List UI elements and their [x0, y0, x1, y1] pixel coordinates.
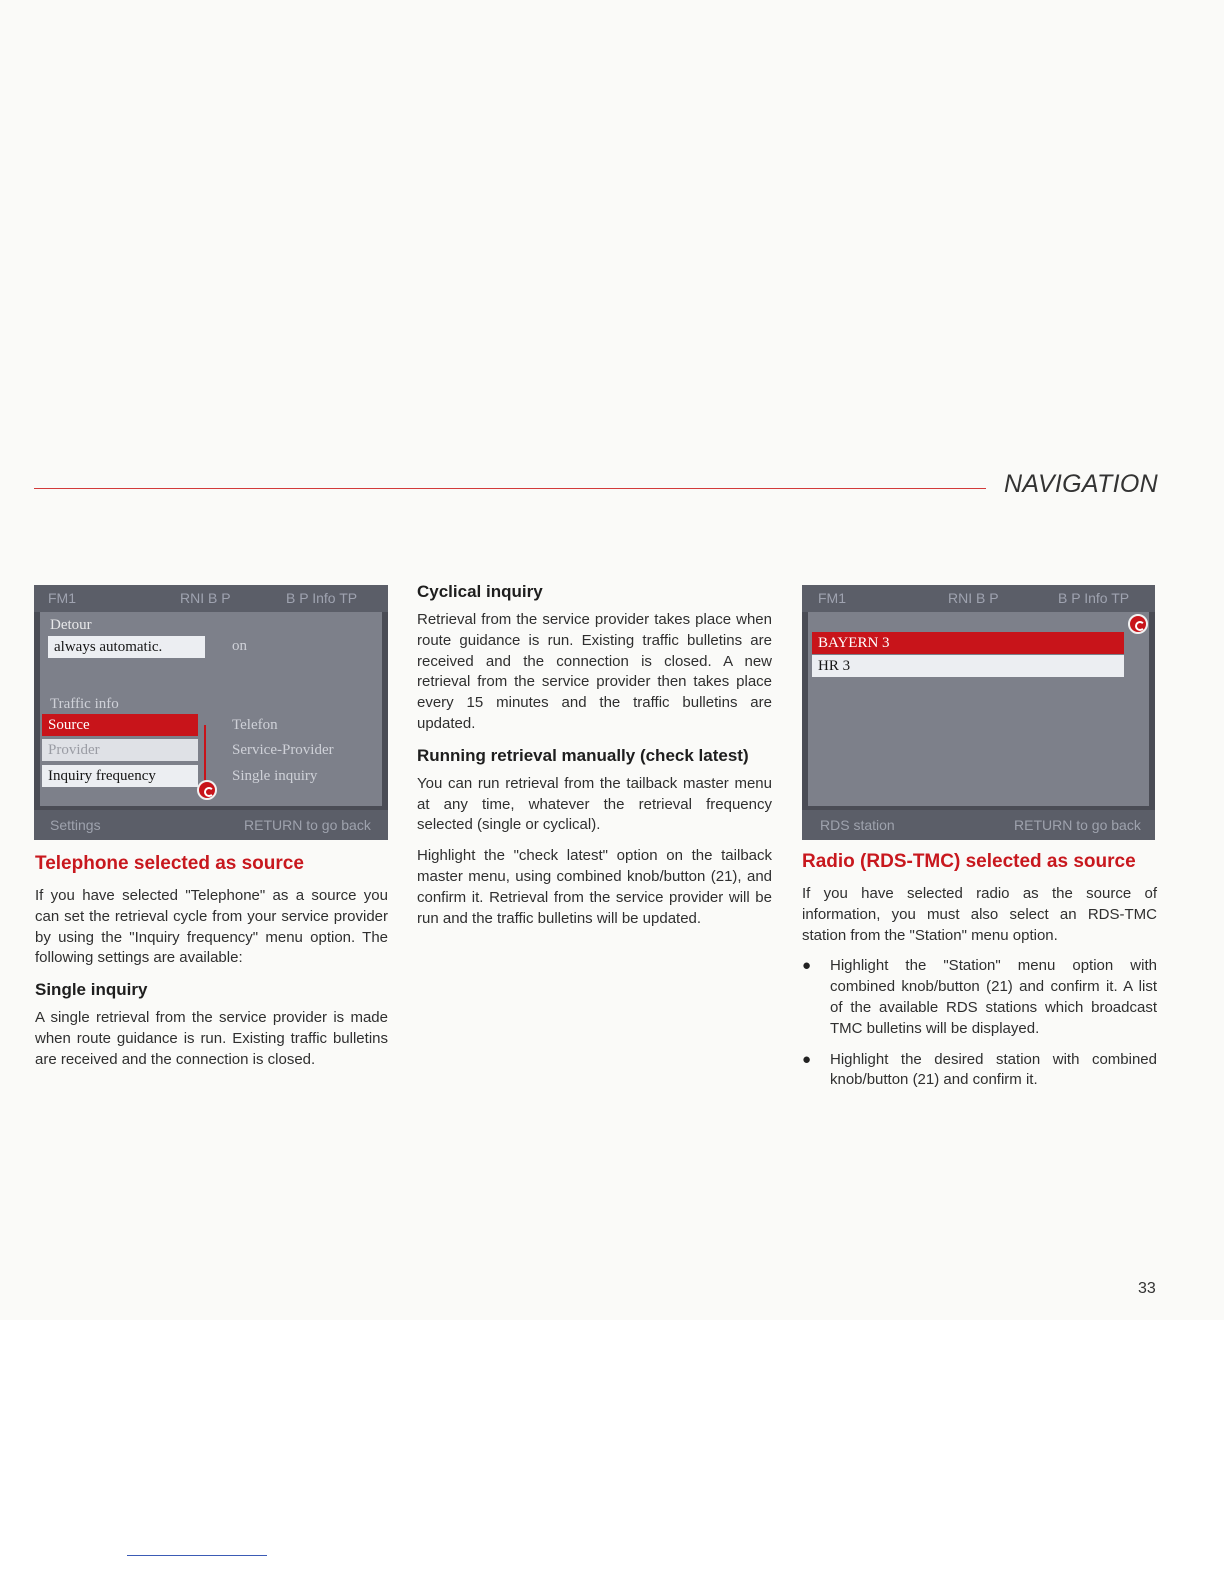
section-title: NAVIGATION — [1004, 470, 1158, 498]
detour-label: Detour — [50, 617, 92, 633]
subheading-manual-retrieval: Running retrieval manually (check latest) — [417, 745, 749, 765]
page-margin — [0, 1320, 1224, 1584]
screen-main-area — [40, 612, 382, 806]
traffic-info-label: Traffic info — [50, 696, 119, 712]
station-list-item[interactable]: BAYERN 3 — [812, 632, 1124, 654]
menu-item-source[interactable]: Source — [42, 714, 198, 736]
rds-indicator: RNI B P — [180, 590, 231, 606]
subheading-single-inquiry: Single inquiry — [35, 980, 148, 1000]
screen-status-bar — [802, 585, 1155, 612]
heading-telephone-source: Telephone selected as source — [35, 853, 304, 874]
softkey-settings[interactable]: Settings — [50, 817, 101, 833]
column-radio-source — [802, 849, 1157, 1101]
paragraph: Highlight the "check latest" option on the tailback master menu, using combined knob/button (21), and confirm it. Retrieval from the service provider will be run and the traffic bulletins will be updated. — [417, 847, 772, 927]
bullet-icon: ● — [802, 1050, 812, 1068]
menu-item-provider[interactable]: Provider — [42, 739, 198, 761]
detour-mode-option[interactable]: always automatic. — [48, 636, 205, 658]
menu-item-inquiry-frequency[interactable]: Inquiry frequency — [42, 765, 198, 787]
paragraph: Retrieval from the service provider takes place when route guidance is run. Existing traffic bulletins are received and the connection is closed. A new retrieval from the service provider then takes place every 15 minutes and the traffic bulletins are updated. — [417, 611, 772, 732]
rotary-knob-icon — [1128, 614, 1148, 634]
paragraph: If you have selected "Telephone" as a source you can set the retrieval cycle from your service provider by using the "Inquiry frequency" menu option. The following settings are available: — [35, 887, 388, 967]
rotary-knob-icon — [197, 780, 217, 800]
screen-main-area — [808, 612, 1149, 806]
header-rule — [34, 488, 986, 489]
source-value: Telefon — [232, 717, 278, 733]
traffic-indicator: B P Info TP — [286, 590, 358, 606]
subheading-cyclical-inquiry: Cyclical inquiry — [417, 582, 543, 601]
softkey-return[interactable]: RETURN to go back — [1014, 817, 1141, 833]
paragraph: You can run retrieval from the tailback master menu at any time, whatever the retrieval frequency selected (single or cyclical). — [417, 774, 772, 834]
rds-indicator: RNI B P — [948, 590, 999, 606]
screen-status-bar — [34, 585, 388, 612]
page-number: 33 — [1138, 1280, 1156, 1297]
hyperlink-underline[interactable] — [127, 1555, 267, 1556]
screen-softkey-bar — [34, 810, 388, 840]
screen-softkey-bar — [802, 810, 1155, 840]
bullet-item — [802, 1050, 1157, 1092]
softkey-rds-station[interactable]: RDS station — [820, 817, 895, 833]
bullet-icon: ● — [802, 957, 812, 975]
heading-radio-source: Radio (RDS-TMC) selected as source — [802, 851, 1136, 872]
inquiry-frequency-value: Single inquiry — [232, 768, 318, 784]
bullet-item — [802, 956, 1157, 1039]
column-telephone-source — [35, 851, 388, 1081]
navigation-screen-radio — [802, 585, 1155, 840]
provider-value: Service-Provider — [232, 742, 334, 758]
paragraph: If you have selected radio as the source of information, you must also select an RDS-TMC station from the "Station" menu option. — [802, 885, 1157, 944]
radio-band-indicator: FM1 — [818, 590, 846, 606]
traffic-indicator: B P Info TP — [1058, 590, 1130, 606]
bullet-text: Highlight the "Station" menu option with combined knob/button (21) and confirm it. A list of the available RDS stations which broadcast TMC bulletins will be displayed. — [830, 957, 1157, 1037]
radio-band-indicator: FM1 — [48, 590, 76, 606]
softkey-return[interactable]: RETURN to go back — [244, 817, 371, 833]
knob-connector-line — [198, 725, 206, 785]
detour-setting-value: on — [232, 638, 247, 654]
bullet-text: Highlight the desired station with combined knob/button (21) and confirm it. — [830, 1050, 1157, 1089]
paragraph: A single retrieval from the service provider is made when route guidance is run. Existing traffic bulletins are received and the connection is closed. — [35, 1009, 388, 1068]
station-list-item[interactable]: HR 3 — [812, 655, 1124, 677]
column-inquiry — [417, 581, 772, 939]
navigation-screen-telephone — [34, 585, 388, 840]
